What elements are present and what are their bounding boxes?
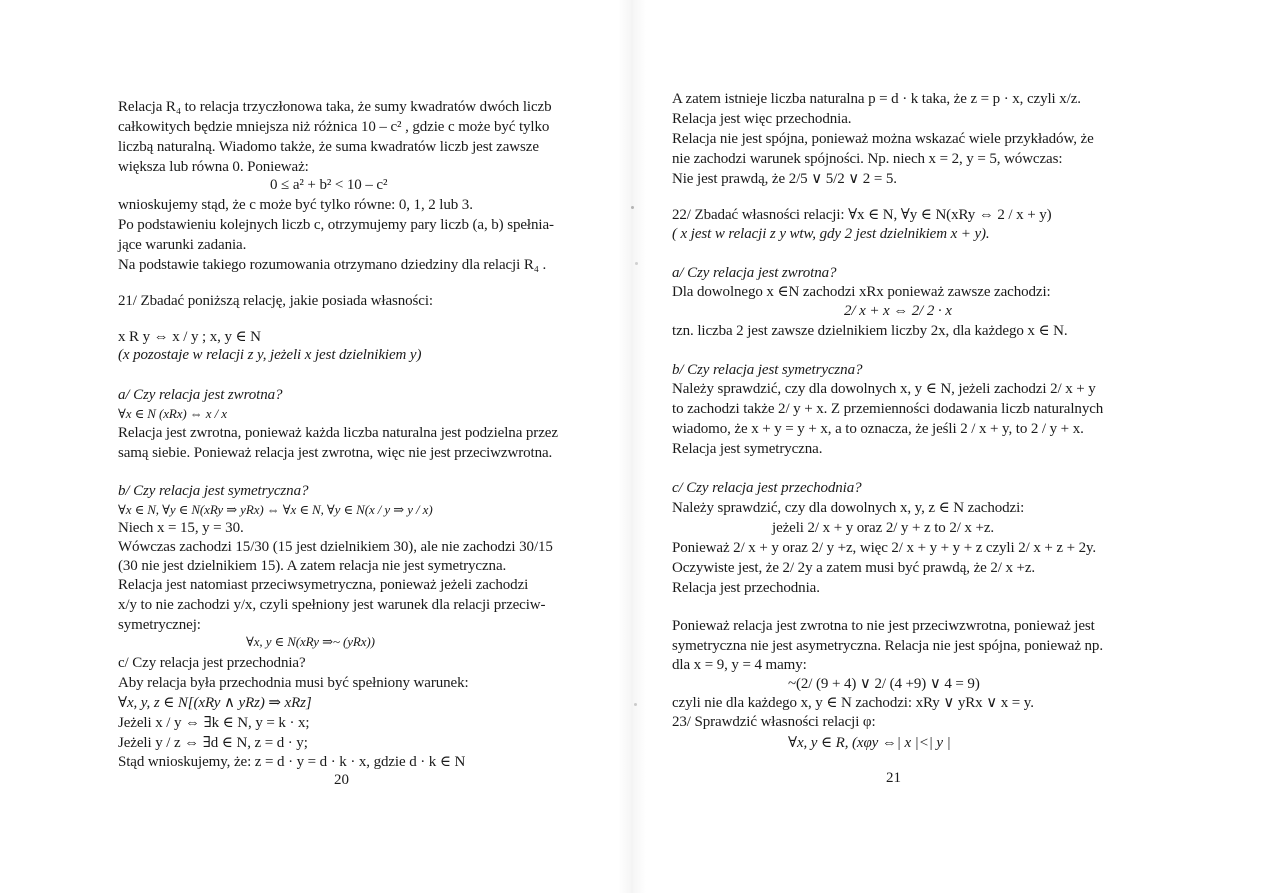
text-line: Wówczas zachodzi 15/30 (15 jest dzielnikiem 30), ale nie zachodzi 30/15 (118, 539, 553, 555)
text-line: Relacja jest natomiast przeciwsymetryczna, ponieważ jeżeli zachodzi (118, 577, 529, 593)
subsection-heading: c/ Czy relacja jest przechodnia? (118, 655, 306, 671)
formula-line: 0 ≤ a² + b² < 10 – c² (270, 177, 388, 193)
text-line: Oczywiste jest, że 2/ 2y a zatem musi być prawdą, że 2/ x +z. (672, 560, 1036, 576)
text-line: ( x jest w relacji z y wtw, gdy 2 jest dzielnikiem x + y). (672, 226, 990, 242)
text-line: Na podstawie takiego rozumowania otrzymano dziedziny dla relacji R₄ . (118, 257, 547, 273)
text-line: większa lub równa 0. Ponieważ: (118, 159, 309, 175)
formula-line: Jeżeli y / z ⇔ ∃d ∈ N, z = d · y; (118, 735, 308, 751)
formula-line: ∀x ∈ N, ∀y ∈ N(xRy ⇒ yRx) ⇔ ∀x ∈ N, ∀y ∈ N(x / y ⇒ y / x) (118, 502, 433, 517)
text-line: Relacja jest zwrotna, ponieważ każda liczba naturalna jest podzielna przez (118, 425, 558, 441)
text-line: Relacja jest symetryczna. (672, 441, 823, 457)
text-line: x/y to nie zachodzi y/x, czyli spełniony jest warunek dla relacji przeciw- (118, 597, 546, 613)
formula-line: ∀x, y ∈ R, (xφy ⇔| x |<| y | (788, 735, 951, 751)
formula-line: jeżeli 2/ x + y oraz 2/ y + z to 2/ x +z. (772, 520, 995, 536)
text-line: Po podstawieniu kolejnych liczb c, otrzymujemy pary liczb (a, b) spełnia- (118, 217, 554, 233)
text-line: czyli nie dla każdego x, y ∈ N zachodzi: xRy ∨ yRx ∨ x = y. (672, 695, 1034, 711)
text-line: symetryczna nie jest asymetryczna. Relacja nie jest spójna, ponieważ np. (672, 638, 1103, 654)
text-line: Ponieważ relacja jest zwrotna to nie jest przeciwzwrotna, ponieważ jest (672, 618, 1095, 634)
exercise-23-heading: 23/ Sprawdzić własności relacji φ: (672, 714, 876, 730)
text-line: tzn. liczba 2 jest zawsze dzielnikiem liczby 2x, dla każdego x ∈ N. (672, 323, 1068, 339)
page-number: 21 (886, 770, 901, 786)
text-line: Ponieważ 2/ x + y oraz 2/ y +z, więc 2/ x + y + y + z czyli 2/ x + z + 2y. (672, 540, 1097, 556)
subsection-heading: b/ Czy relacja jest symetryczna? (118, 483, 309, 499)
text-line: Stąd wnioskujemy, że: z = d · y = d · k · x, gdzie d · k ∈ N (118, 754, 466, 770)
text-line: Relacja R₄ to relacja trzyczłonowa taka, że sumy kwadratów dwóch liczb (118, 99, 552, 115)
text-line: A zatem istnieje liczba naturalna p = d · k taka, że z = p · x, czyli x/z. (672, 91, 1081, 107)
text-line: Aby relacja była przechodnia musi być spełniony warunek: (118, 675, 469, 691)
text-line: Niech x = 15, y = 30. (118, 520, 244, 536)
text-line: symetrycznej: (118, 617, 201, 633)
exercise-22-heading: 22/ Zbadać własności relacji: ∀x ∈ N, ∀y ∈ N(xRy ⇔ 2 / x + y) (672, 207, 1052, 223)
text-line: Relacja jest więc przechodnia. (672, 111, 852, 127)
text-line: całkowitych będzie mniejsza niż różnica 10 – c² , gdzie c może być tylko (118, 119, 550, 135)
text-line: (30 nie jest dzielnikiem 15). A zatem relacja nie jest symetryczna. (118, 558, 507, 574)
exercise-21-heading: 21/ Zbadać poniższą relację, jakie posiada własności: (118, 293, 433, 309)
text-line: Należy sprawdzić, czy dla dowolnych x, y, z ∈ N zachodzi: (672, 500, 1025, 516)
text-line: Relacja jest przechodnia. (672, 580, 820, 596)
text-line: Relacja nie jest spójna, ponieważ można wskazać wiele przykładów, że (672, 131, 1094, 147)
text-line: dla x = 9, y = 4 mamy: (672, 657, 807, 673)
subsection-heading: a/ Czy relacja jest zwrotna? (118, 387, 283, 403)
right-page (632, 0, 1263, 893)
text-line: wnioskujemy stąd, że c może być tylko równe: 0, 1, 2 lub 3. (118, 197, 473, 213)
text-line: jące warunki zadania. (118, 237, 247, 253)
text-line: to zachodzi także 2/ y + x. Z przemienności dodawania liczb naturalnych (672, 401, 1104, 417)
formula-line: x R y ⇔ x / y ; x, y ∈ N (118, 329, 261, 345)
text-line: Dla dowolnego x ∈N zachodzi xRx ponieważ zawsze zachodzi: (672, 284, 1051, 300)
text-line: Nie jest prawdą, że 2/5 ∨ 5/2 ∨ 2 = 5. (672, 171, 897, 187)
page-number: 20 (334, 772, 349, 788)
formula-line: ∀x ∈ N (xRx) ⇔ x / x (118, 406, 227, 421)
text-line: liczbą naturalną. Wiadomo także, że suma kwadratów liczb jest zawsze (118, 139, 539, 155)
formula-line: ∀x, y ∈ N(xRy ⇒~ (yRx)) (246, 634, 375, 649)
text-line: Należy sprawdzić, czy dla dowolnych x, y ∈ N, jeżeli zachodzi 2/ x + y (672, 381, 1096, 397)
formula-line: Jeżeli x / y ⇔ ∃k ∈ N, y = k · x; (118, 715, 310, 731)
text-line: nie zachodzi warunek spójności. Np. niech x = 2, y = 5, wówczas: (672, 151, 1063, 167)
formula-line: ~(2/ (9 + 4) ∨ 2/ (4 +9) ∨ 4 = 9) (788, 676, 980, 692)
text-line: wiadomo, że x + y = y + x, a to oznacza, że jeśli 2 / x + y, to 2 / y + x. (672, 421, 1084, 437)
subsection-heading: b/ Czy relacja jest symetryczna? (672, 362, 863, 378)
subsection-heading: c/ Czy relacja jest przechodnia? (672, 480, 862, 496)
formula-line: 2/ x + x ⇔ 2/ 2 · x (844, 303, 952, 319)
subsection-heading: a/ Czy relacja jest zwrotna? (672, 265, 837, 281)
text-line: samą siebie. Ponieważ relacja jest zwrotna, więc nie jest przeciwzwrotna. (118, 445, 553, 461)
formula-line: ∀x, y, z ∈ N[(xRy ∧ yRz) ⇒ xRz] (118, 695, 312, 711)
text-line: (x pozostaje w relacji z y, jeżeli x jest dzielnikiem y) (118, 347, 422, 363)
